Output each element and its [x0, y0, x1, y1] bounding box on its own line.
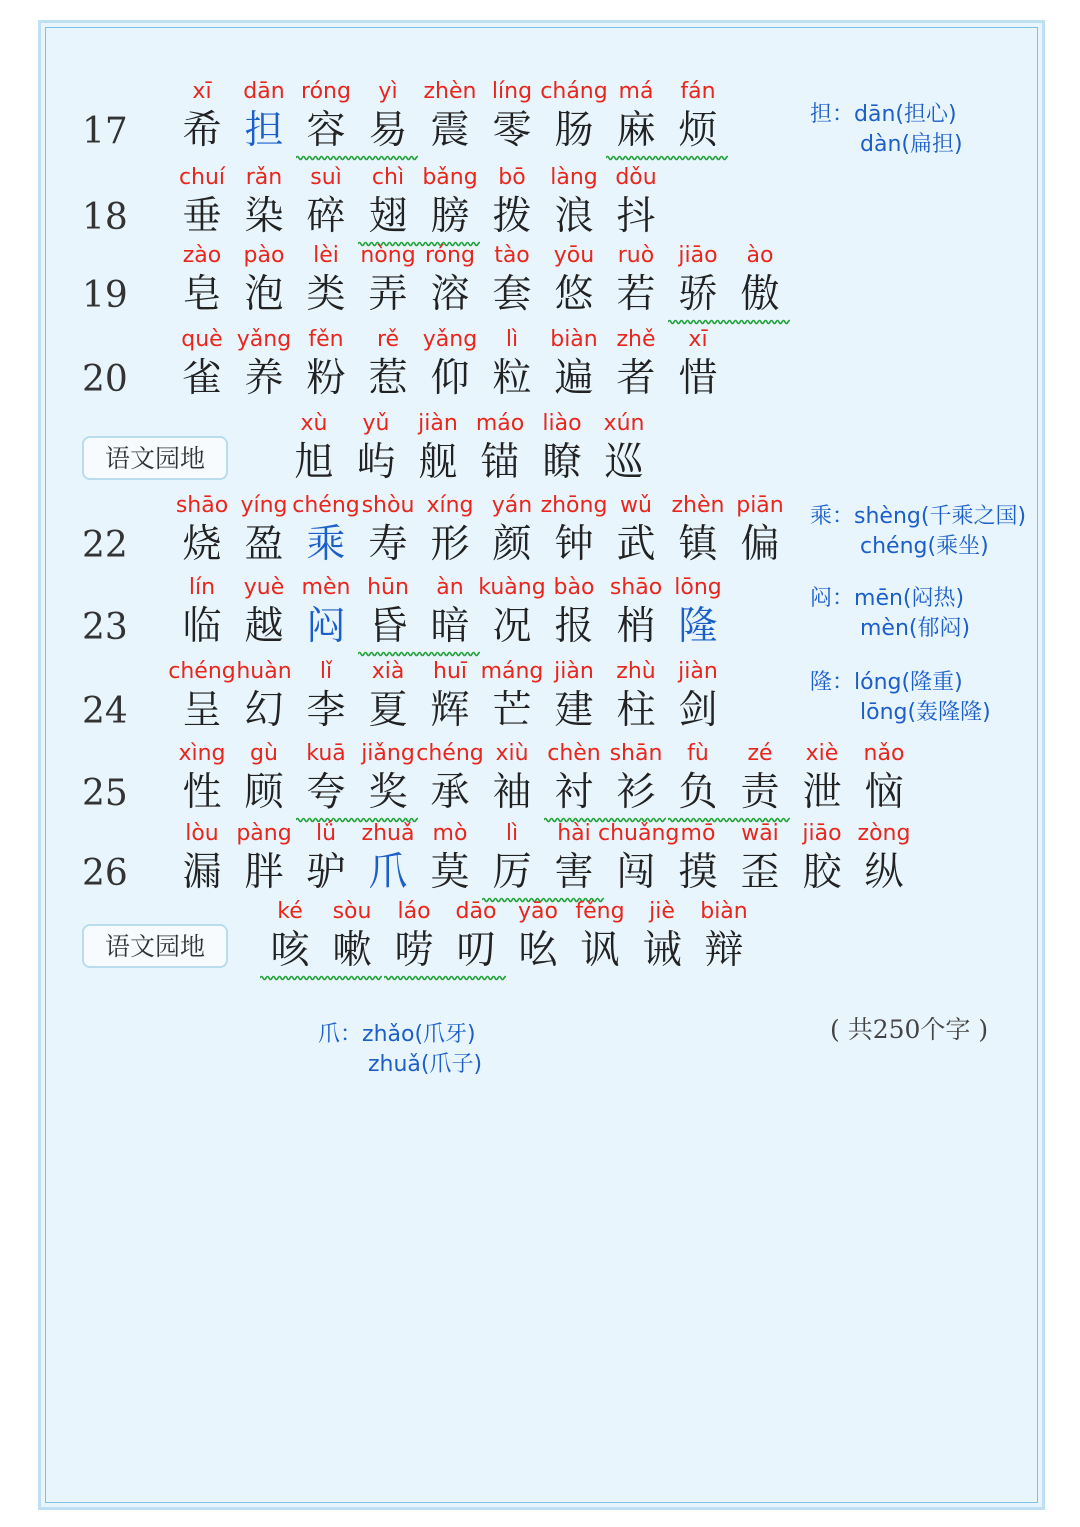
note-reading: lōng(轰隆隆) — [860, 700, 991, 725]
pinyin: biàn — [700, 899, 748, 924]
character: 钟 — [554, 522, 594, 567]
character: 皂 — [182, 272, 222, 317]
pinyin: dān — [243, 79, 285, 104]
pinyin: mèn — [301, 575, 351, 600]
lesson-number: 20 — [82, 359, 128, 400]
pinyin: sòu — [332, 899, 372, 924]
character: 套 — [492, 272, 532, 317]
pinyin: nòng — [360, 243, 416, 268]
character: 若 — [616, 272, 656, 317]
pinyin: làng — [550, 165, 598, 190]
character: 胶 — [802, 850, 842, 895]
character: 傲 — [740, 272, 780, 317]
character: 悠 — [554, 272, 594, 317]
polyphone-character: 隆 — [678, 604, 718, 649]
character: 讽 — [580, 928, 620, 973]
pinyin: xìng — [178, 741, 226, 766]
character: 养 — [244, 356, 284, 401]
pinyin: shāo — [609, 575, 663, 600]
pinyin: xíng — [426, 493, 474, 518]
pinyin: yuè — [243, 575, 285, 600]
pinyin: mō — [680, 821, 716, 846]
character: 屿 — [356, 440, 396, 485]
note-head: 隆： — [810, 670, 855, 695]
pinyin: lèi — [313, 243, 339, 268]
pinyin: biàn — [550, 327, 598, 352]
character: 建 — [554, 688, 594, 733]
character: 恼 — [864, 770, 904, 815]
character: 泡 — [244, 272, 284, 317]
polyphone-character: 乘 — [306, 522, 346, 567]
pinyin: lín — [188, 575, 216, 600]
character: 颜 — [492, 522, 532, 567]
pinyin: máng — [480, 659, 544, 684]
character: 染 — [244, 194, 284, 239]
pinyin: máo — [475, 411, 525, 436]
character: 雀 — [182, 356, 222, 401]
note-head: 爪： — [318, 1022, 363, 1047]
pinyin: xiè — [805, 741, 839, 766]
character: 害 — [554, 850, 594, 895]
word-underline — [260, 974, 382, 982]
character: 衫 — [616, 770, 656, 815]
lesson-number: 18 — [82, 197, 128, 238]
character: 报 — [554, 604, 594, 649]
pinyin: zhèn — [423, 79, 477, 104]
character: 粒 — [492, 356, 532, 401]
lesson-number: 26 — [82, 853, 128, 894]
pinyin: cháng — [540, 79, 608, 104]
pinyin: yǔ — [362, 411, 390, 436]
pinyin: zhōng — [540, 493, 608, 518]
character: 承 — [430, 770, 470, 815]
character: 厉 — [492, 850, 532, 895]
character: 幻 — [244, 688, 284, 733]
character: 惹 — [368, 356, 408, 401]
pinyin: yíng — [240, 493, 288, 518]
pinyin: nǎo — [863, 741, 905, 766]
character: 顾 — [244, 770, 284, 815]
character: 驴 — [306, 850, 346, 895]
character: 零 — [492, 108, 532, 153]
pinyin: dāo — [455, 899, 497, 924]
character: 麻 — [616, 108, 656, 153]
character: 呈 — [182, 688, 222, 733]
pinyin: fán — [680, 79, 716, 104]
pinyin: lōng — [674, 575, 722, 600]
word-underline — [296, 154, 418, 162]
note-reading: mèn(郁闷) — [860, 616, 971, 641]
character: 溶 — [430, 272, 470, 317]
pinyin: lǐ — [319, 659, 333, 684]
character: 剑 — [678, 688, 718, 733]
pinyin: wǔ — [620, 493, 652, 518]
pinyin: jiǎng — [361, 741, 415, 766]
pinyin: xù — [300, 411, 328, 436]
total-count: ( 共250个字 ) — [830, 1015, 989, 1044]
character: 摸 — [678, 850, 718, 895]
pinyin: chèn — [547, 741, 601, 766]
character: 类 — [306, 272, 346, 317]
character: 莫 — [430, 850, 470, 895]
pinyin: zhù — [616, 659, 656, 684]
pinyin: chéng — [168, 659, 236, 684]
pinyin: fěn — [308, 327, 344, 352]
character: 漏 — [182, 850, 222, 895]
character: 梢 — [616, 604, 656, 649]
character: 夸 — [306, 770, 346, 815]
note-reading: shèng(千乘之国) — [854, 504, 1027, 529]
character: 奖 — [368, 770, 408, 815]
character: 者 — [616, 356, 656, 401]
note-reading: mēn(闷热) — [854, 586, 965, 611]
character: 泄 — [802, 770, 842, 815]
note-reading: lóng(隆重) — [854, 670, 963, 695]
pinyin: hài — [557, 821, 591, 846]
pinyin: gù — [250, 741, 278, 766]
pinyin: piān — [736, 493, 784, 518]
character: 柱 — [616, 688, 656, 733]
pinyin: fěng — [575, 899, 625, 924]
character: 辩 — [704, 928, 744, 973]
pinyin: chì — [371, 165, 405, 190]
character: 盈 — [244, 522, 284, 567]
pinyin: yì — [378, 79, 398, 104]
character: 舰 — [418, 440, 458, 485]
character: 弄 — [368, 272, 408, 317]
character: 瞭 — [542, 440, 582, 485]
pinyin: jiāo — [802, 821, 842, 846]
pinyin: xiù — [495, 741, 529, 766]
character: 寿 — [368, 522, 408, 567]
character: 闯 — [616, 850, 656, 895]
character: 嗽 — [332, 928, 372, 973]
character: 易 — [368, 108, 408, 153]
note-long — [810, 668, 991, 728]
pinyin: lòu — [185, 821, 219, 846]
note-reading: zhuǎ(爪子) — [368, 1052, 483, 1077]
pinyin: huàn — [236, 659, 292, 684]
note-head: 担： — [810, 102, 855, 127]
character: 碎 — [306, 194, 346, 239]
pinyin: zào — [182, 243, 222, 268]
character: 惜 — [678, 356, 718, 401]
character: 烧 — [182, 522, 222, 567]
pinyin: jiàn — [418, 411, 458, 436]
pinyin: shāo — [175, 493, 229, 518]
pinyin: ào — [746, 243, 774, 268]
pinyin: chéng — [416, 741, 484, 766]
character: 纵 — [864, 850, 904, 895]
pinyin: lì — [505, 821, 519, 846]
pinyin: kuā — [306, 741, 346, 766]
character: 武 — [616, 522, 656, 567]
pinyin: xī — [688, 327, 708, 352]
pinyin: mò — [432, 821, 468, 846]
pinyin: róng — [425, 243, 475, 268]
character: 胖 — [244, 850, 284, 895]
pinyin: líng — [491, 79, 533, 104]
character: 衬 — [554, 770, 594, 815]
character: 骄 — [678, 272, 718, 317]
pinyin: bō — [498, 165, 526, 190]
character: 拨 — [492, 194, 532, 239]
pinyin: chéng — [292, 493, 360, 518]
note-head: 乘： — [810, 504, 855, 529]
character: 暗 — [430, 604, 470, 649]
note-men — [810, 584, 970, 644]
character: 希 — [182, 108, 222, 153]
pinyin: bǎng — [422, 165, 478, 190]
pinyin: yán — [491, 493, 533, 518]
character: 浪 — [554, 194, 594, 239]
character: 镇 — [678, 522, 718, 567]
character: 叨 — [456, 928, 496, 973]
character: 仰 — [430, 356, 470, 401]
character: 越 — [244, 604, 284, 649]
pinyin: zhèn — [671, 493, 725, 518]
pinyin: ké — [277, 899, 303, 924]
pinyin: rǎn — [245, 165, 283, 190]
character: 粉 — [306, 356, 346, 401]
character: 责 — [740, 770, 780, 815]
pinyin: shān — [609, 741, 663, 766]
lesson-number: 22 — [82, 525, 128, 566]
pinyin: huī — [433, 659, 467, 684]
character: 辉 — [430, 688, 470, 733]
word-underline — [668, 318, 790, 326]
word-underline — [606, 154, 728, 162]
word-underline — [358, 650, 480, 658]
pinyin: kuàng — [478, 575, 546, 600]
character: 容 — [306, 108, 346, 153]
character: 歪 — [740, 850, 780, 895]
pinyin: lì — [505, 327, 519, 352]
character: 唠 — [394, 928, 434, 973]
pinyin: zé — [747, 741, 773, 766]
pinyin: dǒu — [615, 165, 657, 190]
pinyin: jiàn — [678, 659, 718, 684]
character: 负 — [678, 770, 718, 815]
character: 锚 — [480, 440, 520, 485]
polyphone-character: 担 — [244, 108, 284, 153]
character: 翅 — [368, 194, 408, 239]
pinyin: yāo — [518, 899, 558, 924]
lesson-number: 17 — [82, 111, 128, 152]
pinyin: wāi — [741, 821, 779, 846]
word-underline — [384, 974, 506, 982]
character: 性 — [182, 770, 222, 815]
lesson-number: 23 — [82, 607, 128, 648]
character: 偏 — [740, 522, 780, 567]
pinyin: suì — [310, 165, 342, 190]
pinyin: yǎng — [236, 327, 292, 352]
pinyin: chuǎng — [598, 821, 680, 846]
pinyin: jiāo — [678, 243, 718, 268]
character: 抖 — [616, 194, 656, 239]
pinyin: pàng — [236, 821, 292, 846]
pinyin: lǘ — [315, 821, 337, 846]
character: 遍 — [554, 356, 594, 401]
character: 夏 — [368, 688, 408, 733]
character: 垂 — [182, 194, 222, 239]
character: 震 — [430, 108, 470, 153]
character: 况 — [492, 604, 532, 649]
note-cheng — [810, 502, 1026, 562]
character: 昏 — [368, 604, 408, 649]
pinyin: chuí — [178, 165, 226, 190]
pinyin: zòng — [857, 821, 911, 846]
lesson-number: 25 — [82, 773, 128, 814]
section-badge: 语文园地 — [82, 924, 228, 968]
pinyin: jiàn — [554, 659, 594, 684]
character: 袖 — [492, 770, 532, 815]
character: 旭 — [294, 440, 334, 485]
pinyin: xún — [603, 411, 645, 436]
pinyin: hūn — [367, 575, 409, 600]
lesson-number: 24 — [82, 691, 128, 732]
pinyin: àn — [436, 575, 464, 600]
character: 巡 — [604, 440, 644, 485]
character: 李 — [306, 688, 346, 733]
pinyin: què — [181, 327, 223, 352]
note-reading: chéng(乘坐) — [860, 534, 989, 559]
pinyin: xià — [371, 659, 405, 684]
pinyin: liào — [542, 411, 582, 436]
pinyin: pào — [243, 243, 285, 268]
pinyin: zhě — [616, 327, 656, 352]
pinyin: fù — [687, 741, 709, 766]
note-head: 闷： — [810, 586, 855, 611]
pinyin: má — [618, 79, 654, 104]
pinyin: tào — [494, 243, 530, 268]
character: 烦 — [678, 108, 718, 153]
pinyin: shòu — [361, 493, 415, 518]
pinyin: xī — [192, 79, 212, 104]
pinyin: zhuǎ — [361, 821, 415, 846]
character: 咳 — [270, 928, 310, 973]
character: 形 — [430, 522, 470, 567]
pinyin: ruò — [617, 243, 655, 268]
pinyin: yǎng — [422, 327, 478, 352]
pinyin: rě — [376, 327, 400, 352]
pinyin: jiè — [649, 899, 675, 924]
note-dan — [810, 100, 963, 160]
lesson-number: 19 — [82, 275, 128, 316]
character: 肠 — [554, 108, 594, 153]
character: 临 — [182, 604, 222, 649]
pinyin: yōu — [553, 243, 595, 268]
pinyin: róng — [301, 79, 351, 104]
character: 芒 — [492, 688, 532, 733]
pinyin: láo — [397, 899, 431, 924]
note-reading: dān(担心) — [854, 102, 957, 127]
note-zhua — [318, 1020, 482, 1080]
note-reading: zhǎo(爪牙) — [362, 1022, 476, 1047]
character: 吆 — [518, 928, 558, 973]
polyphone-character: 闷 — [306, 604, 346, 649]
pinyin: bào — [553, 575, 595, 600]
polyphone-character: 爪 — [368, 850, 408, 895]
character: 膀 — [430, 194, 470, 239]
section-badge: 语文园地 — [82, 436, 228, 480]
note-reading: dàn(扁担) — [860, 132, 963, 157]
character: 诫 — [642, 928, 682, 973]
